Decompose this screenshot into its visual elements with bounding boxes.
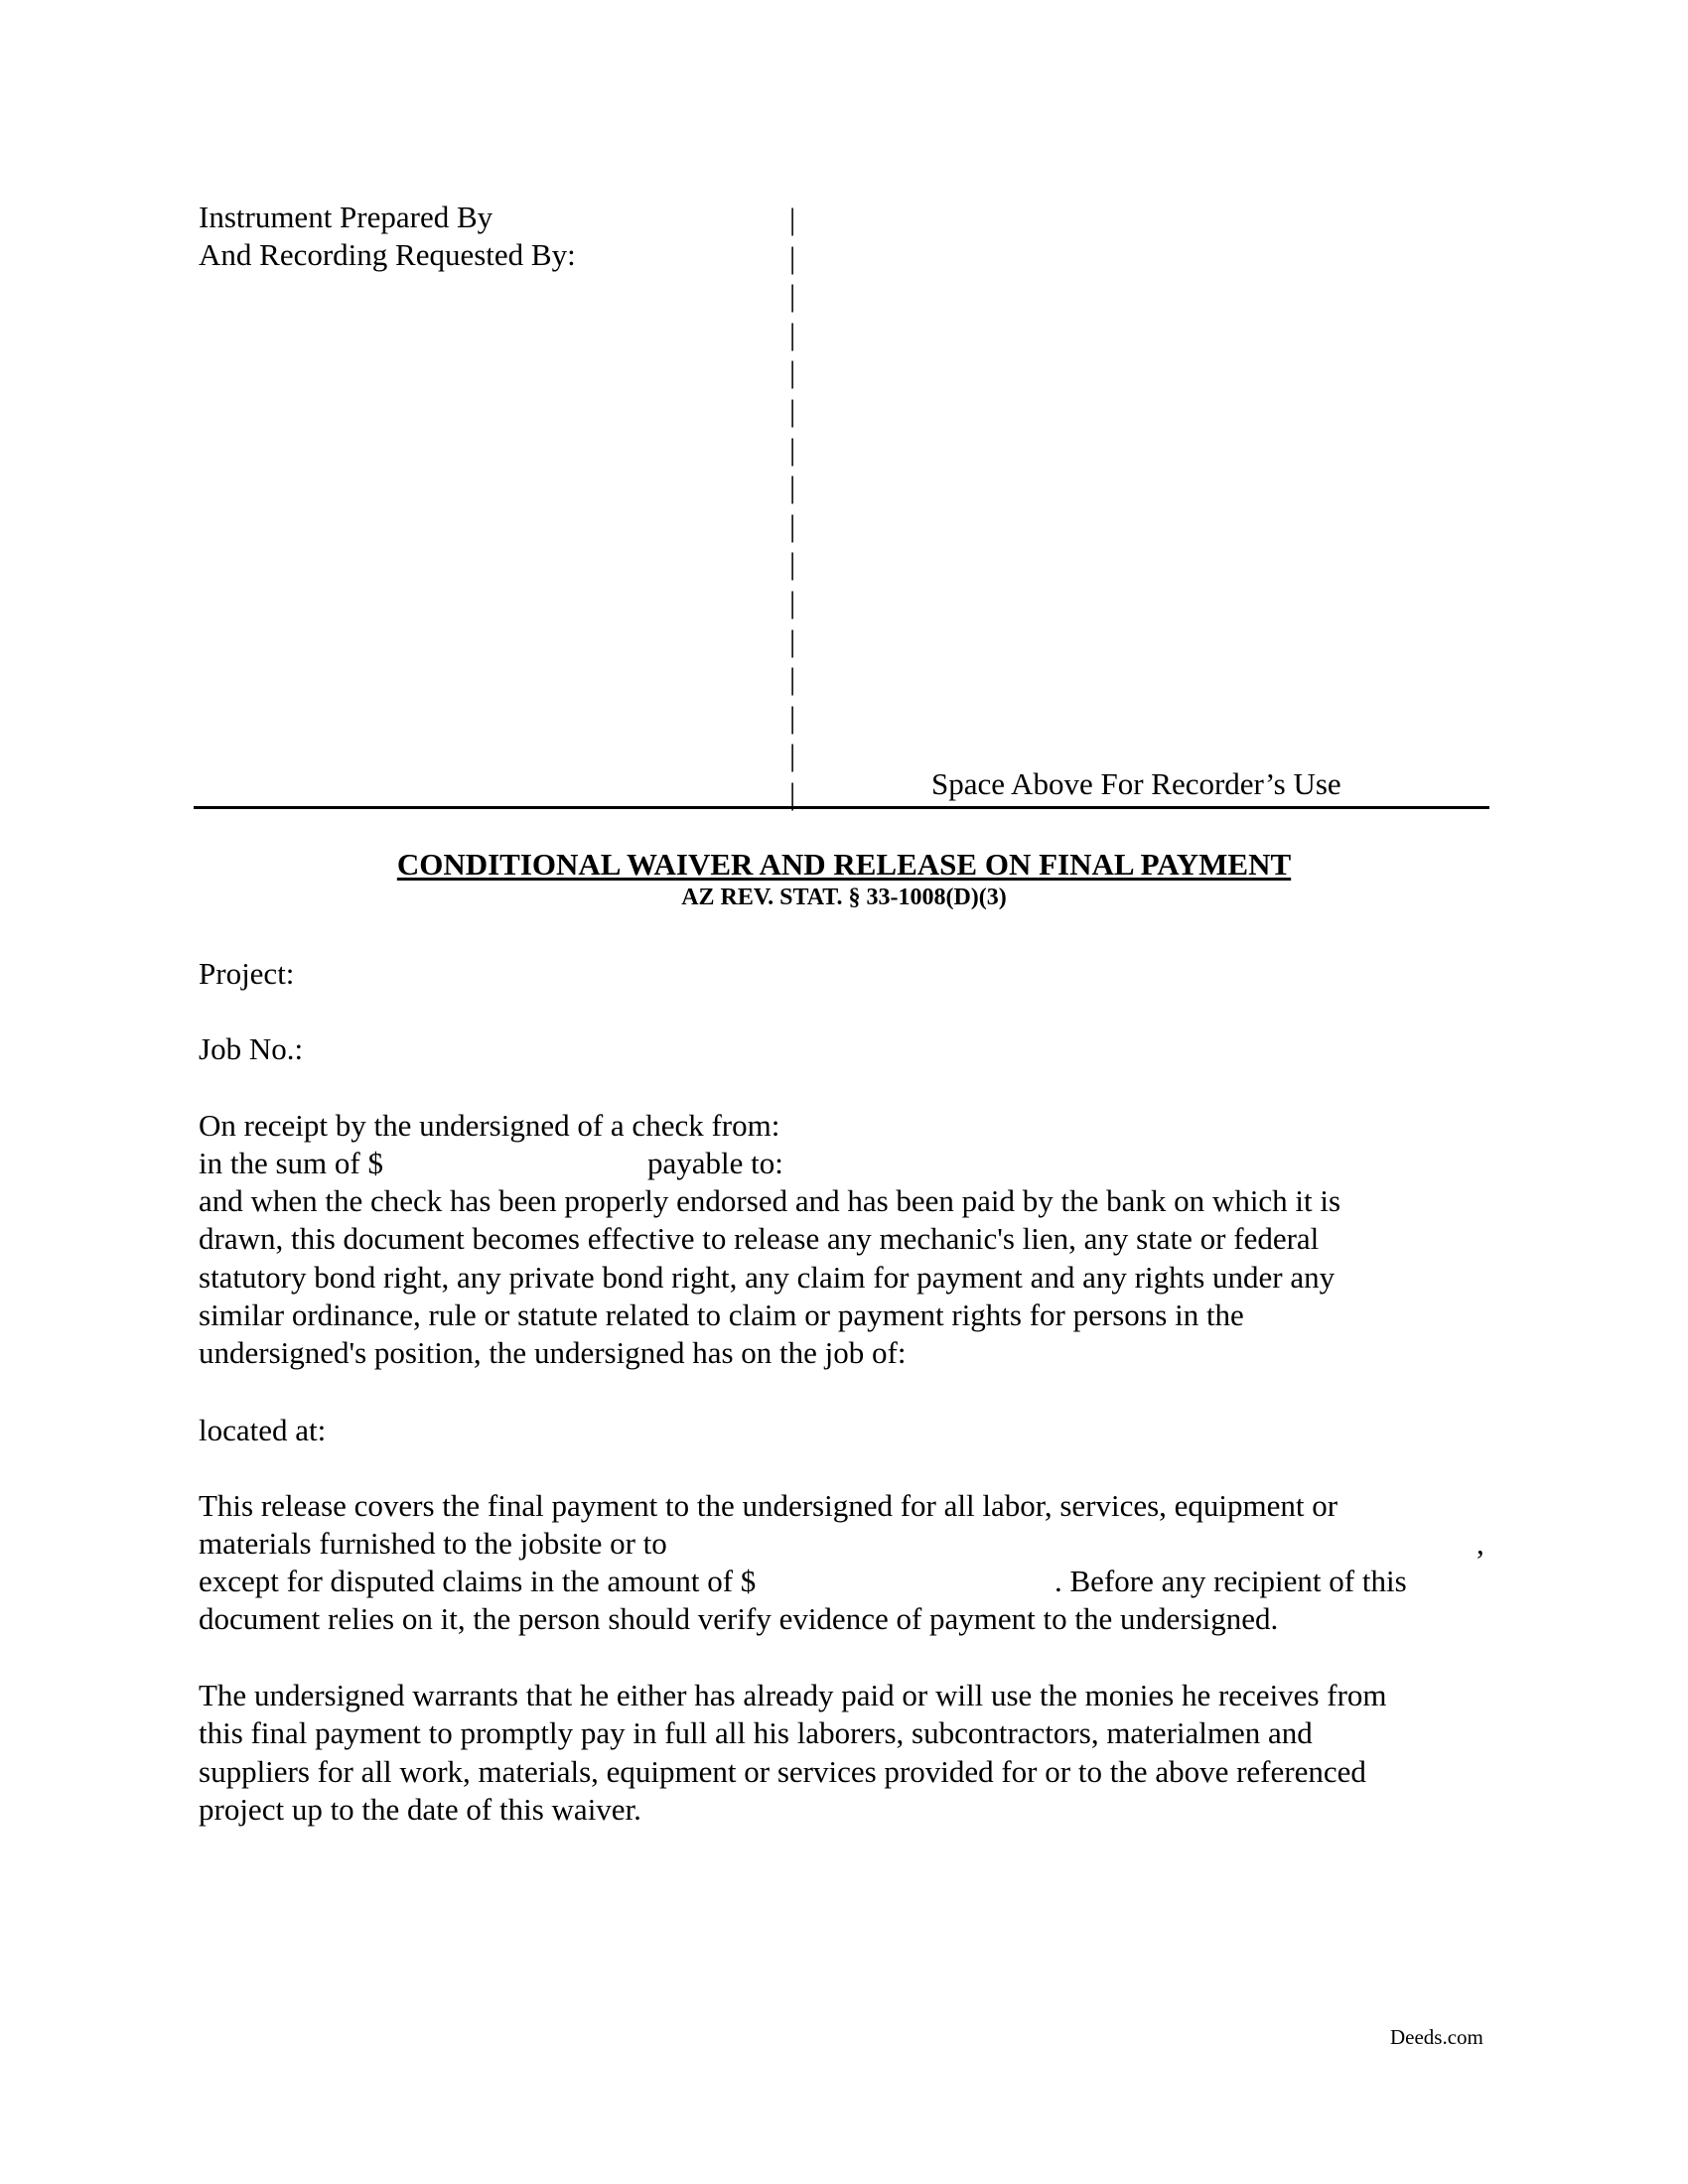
recording-requested-by-label: And Recording Requested By: [199, 237, 576, 272]
separator-pipe: | [789, 622, 796, 658]
disputed-claims-label: except for disputed claims in the amount of $ [199, 1564, 757, 1598]
statute-reference: AZ REV. STAT. § 33-1008(D)(3) [681, 885, 1007, 910]
separator-pipe: | [789, 278, 796, 314]
sum-label: in the sum of $ [199, 1146, 383, 1180]
job-no-label: Job No.: [199, 1031, 304, 1066]
separator-pipe: | [789, 699, 796, 735]
separator-pipe: | [789, 393, 796, 428]
paragraph-line: drawn, this document becomes effective to release any mechanic's lien, any state or federal [199, 1221, 1320, 1257]
recorder-divider-line [194, 806, 1489, 809]
footer-watermark: Deeds.com [1390, 2025, 1483, 2049]
located-at-label: located at: [199, 1413, 327, 1447]
release-comma: , [1477, 1526, 1484, 1561]
separator-pipe: | [789, 776, 796, 811]
paragraph-line: and when the check has been properly endorsed and has been paid by the bank on which it is [199, 1183, 1341, 1218]
paragraph-line: The undersigned warrants that he either has already paid or will use the monies he receives from [199, 1678, 1387, 1712]
warranty-paragraph [199, 1677, 1387, 1829]
release-line: materials furnished to the jobsite or to [199, 1526, 667, 1561]
project-label: Project: [199, 956, 295, 991]
separator-pipe: | [789, 738, 796, 773]
separator-pipe: | [789, 585, 796, 619]
paragraph-line: project up to the date of this waiver. [199, 1791, 641, 1827]
separator-pipe: | [789, 431, 796, 467]
paragraph-line: similar ordinance, rule or statute related to claim or payment rights for persons in the [199, 1297, 1244, 1332]
recorder-use-note: Space Above For Recorder’s Use [931, 766, 1341, 801]
prepared-by-label: Instrument Prepared By [199, 200, 493, 234]
payable-to-label: payable to: [647, 1146, 783, 1180]
receipt-paragraph [199, 1182, 1340, 1372]
separator-pipe: | [789, 316, 796, 351]
release-line: document relies on it, the person should verify evidence of payment to the undersigned. [199, 1601, 1279, 1636]
separator-pipe: | [789, 202, 796, 236]
paragraph-line: suppliers for all work, materials, equipment or services provided for or to the above referenced [199, 1753, 1366, 1789]
separator-pipe: | [789, 354, 796, 390]
paragraph-line: undersigned's position, the undersigned has on the job of: [199, 1335, 907, 1371]
separator-pipe: | [789, 239, 796, 275]
release-line: This release covers the final payment to the undersigned for all labor, services, equipment or [199, 1488, 1338, 1523]
paragraph-line: this final payment to promptly pay in full all his laborers, subcontractors, materialmen and [199, 1715, 1313, 1751]
paragraph-line: statutory bond right, any private bond right, any claim for payment and any rights under any [199, 1259, 1336, 1295]
receipt-line: On receipt by the undersigned of a check from: [199, 1108, 780, 1143]
separator-pipe: | [789, 507, 796, 543]
release-line: . Before any recipient of this [1055, 1564, 1407, 1598]
separator-pipe: | [789, 661, 796, 697]
separator-pipe: | [789, 470, 796, 505]
separator-pipe: | [789, 546, 796, 582]
document-title: CONDITIONAL WAIVER AND RELEASE ON FINAL PAYMENT [396, 847, 1292, 882]
